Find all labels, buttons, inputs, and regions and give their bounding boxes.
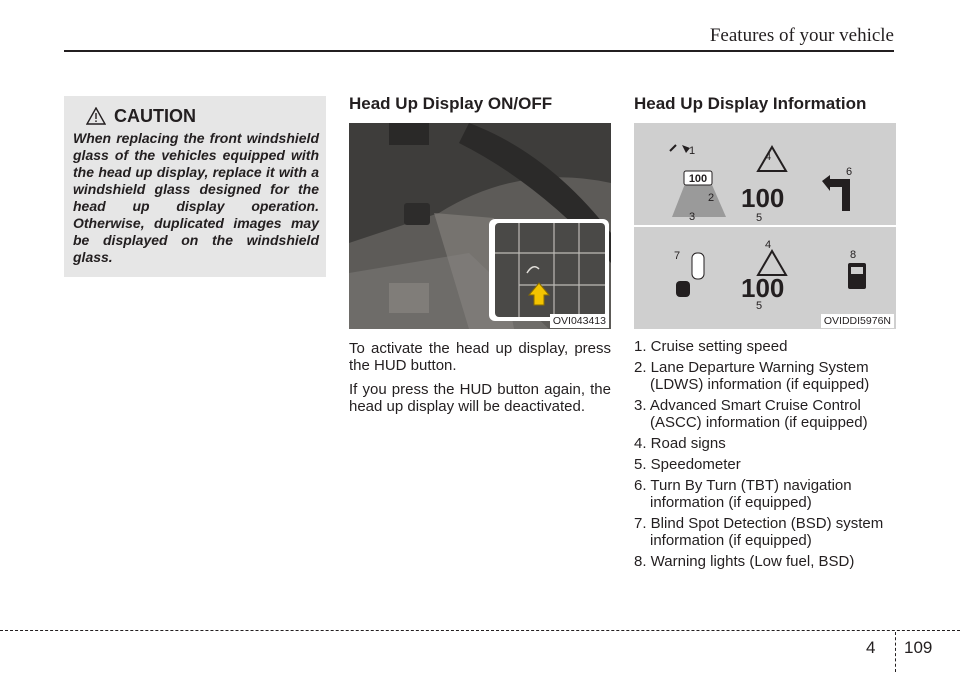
- hud-button-figure: [349, 123, 611, 329]
- figure-speed-value: 100: [741, 273, 785, 303]
- hud-info-figure: [634, 123, 896, 329]
- list-item: 2. Lane Departure Warning System (LDWS) information (if equipped): [634, 359, 870, 393]
- list-item: 1. Cruise setting speed: [634, 338, 788, 355]
- paragraph: If you press the HUD button again, the head up display will be deactivated.: [349, 381, 611, 415]
- hud-info-list: [634, 338, 896, 574]
- figure-speed-value: 100: [688, 173, 708, 185]
- list-item: 5. Speedometer: [634, 456, 741, 473]
- figure-number: 6: [846, 166, 853, 178]
- figure-number: 4: [765, 239, 772, 251]
- section-title-hud-onoff: Head Up Display ON/OFF: [349, 94, 553, 113]
- hud-onoff-text: [349, 340, 611, 422]
- figure-number: 5: [756, 300, 763, 312]
- figure-label: OVIDDI5976N: [821, 314, 894, 328]
- figure-number: 4: [765, 151, 772, 163]
- caution-title: CAUTION: [114, 105, 196, 126]
- list-item: 6. Turn By Turn (TBT) navigation information (if equipped): [634, 477, 852, 511]
- figure-number: 2: [708, 192, 715, 204]
- header-rule: [64, 50, 894, 52]
- dashboard-illustration: [349, 123, 611, 329]
- hud-display-diagram: [634, 123, 896, 329]
- list-item: 8. Warning lights (Low fuel, BSD): [634, 553, 855, 570]
- caution-box: [64, 96, 326, 277]
- list-item: 7. Blind Spot Detection (BSD) system information (if equipped): [634, 515, 884, 549]
- figure-label: OVI043413: [550, 314, 609, 328]
- footer-rule: [0, 630, 960, 631]
- paragraph: To activate the head up display, press the HUD button.: [349, 340, 611, 374]
- caution-heading: [86, 105, 196, 127]
- page-number: 109: [904, 638, 933, 657]
- figure-number: 8: [850, 249, 857, 261]
- figure-number: 5: [756, 212, 763, 224]
- list-item: 4. Road signs: [634, 435, 726, 452]
- list-item: 3. Advanced Smart Cruise Control (ASCC) information (if equipped): [634, 397, 868, 431]
- figure-number: 1: [689, 145, 696, 157]
- section-title-hud-info: Head Up Display Information: [634, 94, 867, 113]
- caution-body: When replacing the front windshield glass of the vehicles equipped with the head up display, replace it with a windshield glass designed for the head up display operation. Otherwise, duplicated images may be displayed on the windshield glass.: [73, 130, 319, 265]
- warning-triangle-icon: [86, 107, 106, 125]
- figure-number: 7: [674, 250, 681, 262]
- figure-number: 3: [689, 211, 696, 223]
- chapter-number: 4: [866, 638, 876, 657]
- running-header: Features of your vehicle: [709, 25, 894, 46]
- footer-divider: [895, 632, 896, 672]
- figure-speed-value: 100: [741, 183, 785, 213]
